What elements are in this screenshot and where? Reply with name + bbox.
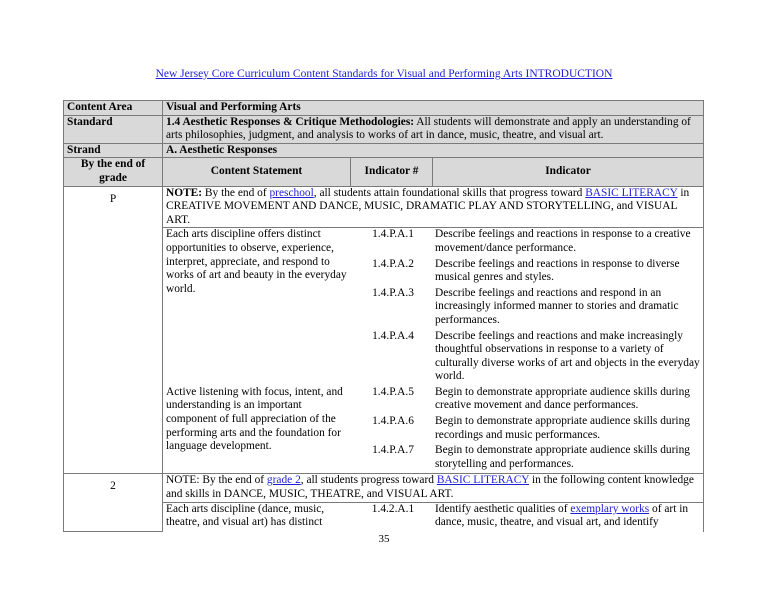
content-statement-3: Each arts discipline (dance, music, theatre, and visual art) has distinct	[166, 502, 325, 529]
indicator-number-header: Indicator #	[351, 158, 433, 186]
content-area-row	[64, 101, 704, 116]
indicator-header: Indicator	[433, 158, 704, 186]
indicator-text: Begin to demonstrate appropriate audience skills during storytelling and performances.	[435, 444, 690, 470]
basic-literacy-link[interactable]: BASIC LITERACY	[585, 186, 678, 199]
indicator-number: 1.4.P.A.2	[372, 257, 414, 270]
document-header-link[interactable]: New Jersey Core Curriculum Content Standards for Visual and Performing Arts INTRODUCTION	[155, 68, 613, 80]
content-area-label: Content Area	[64, 101, 163, 116]
indicator-number: 1.4.P.A.1	[372, 228, 414, 241]
grade-2-link[interactable]: grade 2	[266, 474, 301, 487]
preschool-link[interactable]: preschool	[269, 186, 314, 199]
indicator-number: 1.4.P.A.3	[372, 286, 414, 299]
indicator-number: 1.4.P.A.7	[372, 444, 414, 457]
grade-2-note-mid: , all students progress toward	[300, 474, 437, 487]
standard-title: 1.4 Aesthetic Responses & Critique Methodologies:	[166, 115, 415, 128]
indicator-text: Describe feelings and reactions and respond in an increasingly informed manner to stories and dramatic performances.	[435, 286, 679, 326]
grade-2-row	[64, 474, 704, 502]
grade-2-note	[163, 474, 704, 502]
grade-p-note-pre: By the end of	[202, 186, 270, 199]
grade-2-inner-table	[166, 503, 703, 532]
grade-p-note-post: in CREATIVE MOVEMENT AND DANCE, MUSIC, DRAMATIC PLAY AND STORYTELLING, and VISUAL ART.	[166, 186, 690, 226]
table-row	[166, 228, 703, 257]
indicator-text	[435, 503, 703, 532]
indicator-number: 1.4.2.A.1	[371, 502, 415, 515]
content-area-value: Visual and Performing Arts	[163, 101, 704, 116]
grade-p-note-bold: NOTE:	[166, 186, 203, 199]
standard-value	[163, 115, 704, 143]
indicator-text-pre: Identify aesthetic qualities of	[435, 502, 571, 515]
indicator-text: Begin to demonstrate appropriate audience skills during recordings and music performances.	[435, 415, 690, 441]
grade-2-content	[163, 502, 704, 532]
content-statement-header: Content Statement	[163, 158, 351, 186]
grade-p-note-mid: , all students attain foundational skills that progress toward	[313, 186, 586, 199]
indicator-text: Begin to demonstrate appropriate audience skills during creative movement and dance performances.	[435, 385, 690, 412]
grade-p-note	[163, 186, 704, 228]
grade-2-note-pre: NOTE: By the end of	[166, 474, 267, 487]
grade-2-note-post: in the following content knowledge and skills in DANCE, MUSIC, THEATRE, and VISUAL ART.	[166, 474, 694, 501]
table-row	[166, 503, 703, 532]
standard-label: Standard	[64, 115, 163, 143]
indicator-number: 1.4.P.A.4	[372, 329, 414, 342]
grade-p-row	[64, 186, 704, 228]
indicator-text: Describe feelings and reactions in response to a creative movement/dance performance.	[435, 228, 691, 254]
strand-row	[64, 143, 704, 158]
indicator-number: 1.4.P.A.5	[372, 385, 414, 398]
standard-row	[64, 115, 704, 143]
indicator-number: 1.4.P.A.6	[372, 415, 414, 428]
page-number: 35	[378, 533, 390, 545]
indicator-text: Describe feelings and reactions in response to diverse musical genres and styles.	[435, 257, 680, 284]
standards-table	[63, 100, 704, 532]
column-header-row	[64, 158, 704, 186]
grade-p-content	[163, 228, 704, 474]
indicator-text: Describe feelings and reactions and make increasingly thoughtful observations in response to a variety of culturally diverse works of art and objects in the everyday world.	[435, 329, 700, 383]
strand-value: A. Aesthetic Responses	[163, 143, 704, 158]
standard-description: All students will demonstrate and apply an understanding of arts philosophies, judgment, and analysis to works of art in dance, music, theatre, and visual art.	[166, 115, 691, 142]
grade-p-label: P	[64, 186, 163, 474]
by-end-grade-header: By the end of grade	[64, 158, 163, 186]
exemplary-works-link[interactable]: exemplary works	[570, 502, 650, 515]
grade-2-label: 2	[64, 474, 163, 532]
grade-p-inner-table	[166, 228, 703, 473]
indicator-text-post: of art in dance, music, theatre, and visual art, and identify	[435, 502, 689, 529]
content-statement-1: Each arts discipline offers distinct opportunities to observe, experience, interpret, appreciate, and respond to works of art and beauty in the everyday world.	[166, 228, 347, 295]
basic-literacy-link-2[interactable]: BASIC LITERACY	[436, 474, 530, 487]
table-row	[166, 386, 703, 415]
strand-label: Strand	[64, 143, 163, 158]
content-statement-2: Active listening with focus, intent, and understanding is an important component of full appreciation of the performing arts and the foundation for language development.	[166, 385, 343, 453]
